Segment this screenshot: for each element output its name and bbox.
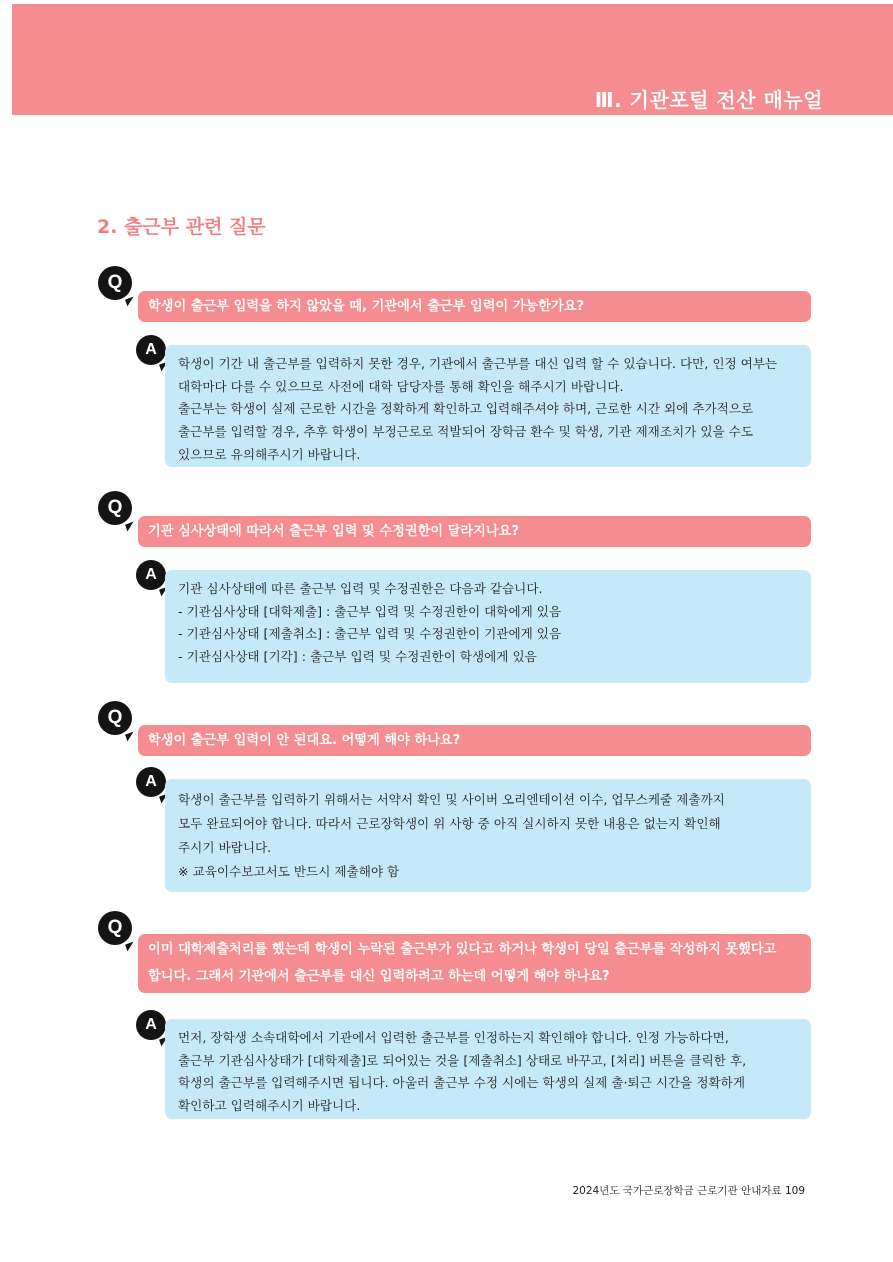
answer-line: 출근부는 학생이 실제 근로한 시간을 정확하게 확인하고 입력해주셔야 하며, 근로한 시간 외에 추가적으로 (178, 401, 754, 417)
answer-line: 학생의 출근부를 입력해주시면 됩니다. 아울러 출근부 수정 시에는 학생의 실제 출·퇴근 시간을 정확하게 (178, 1075, 745, 1091)
answer-line: 대학마다 다를 수 있으므로 사전에 대학 담당자를 통해 확인을 해주시기 바랍니다. (178, 378, 624, 394)
answer-line: ※ 교육이수보고서도 반드시 제출해야 함 (178, 864, 400, 879)
question-3: 학생이 출근부 입력이 안 된대요. 어떻게 해야 하나요? (138, 725, 811, 756)
answer-line: 출근부를 입력할 경우, 추후 학생이 부정근로로 적발되어 장학금 환수 및 학생, 기관 제재조치가 있을 수도 (178, 424, 754, 440)
answer-line: 확인하고 입력해주시기 바랍니다. (178, 1098, 361, 1114)
answer-line: - 기관심사상태 [대학제출] : 출근부 입력 및 수정권한이 대학에게 있음 (178, 603, 562, 619)
answer-line: 학생이 출근부를 입력하기 위해서는 서약서 확인 및 사이버 오리엔테이션 이수, 업무스케줄 제출까지 (178, 792, 725, 807)
q-badge: Q (98, 911, 132, 945)
question-2: 기관 심사상태에 따라서 출근부 입력 및 수정권한이 달라지나요? (138, 516, 811, 547)
answer-line: - 기관심사상태 [제출취소] : 출근부 입력 및 수정권한이 기관에게 있음 (178, 626, 562, 642)
answer-line: 있으므로 유의해주시기 바랍니다. (178, 446, 361, 462)
question-line: 합니다. 그래서 기관에서 출근부를 대신 입력하려고 하는데 어떻게 해야 하나요? (148, 969, 610, 984)
question-4 (138, 934, 811, 993)
q-badge: Q (98, 701, 132, 735)
header-band (12, 4, 893, 115)
page-footer: 2024년도 국가근로장학금 근로기관 안내자료 109 (572, 1185, 805, 1197)
section-title: 2. 출근부 관련 질문 (97, 216, 266, 238)
answer-line: 기관 심사상태에 따른 출근부 입력 및 수정권한은 다음과 같습니다. (178, 581, 543, 596)
answer-line: 학생이 기간 내 출근부를 입력하지 못한 경우, 기관에서 출근부를 대신 입력 할 수 있습니다. 다만, 인정 여부는 (178, 356, 778, 371)
answer-line: 주시기 바랍니다. (178, 840, 272, 855)
answer-2 (165, 570, 811, 683)
q-badge: Q (98, 266, 132, 300)
answer-line: 먼저, 장학생 소속대학에서 기관에서 입력한 출근부를 인정하는지 확인해야 합니다. 인정 가능하다면, (178, 1030, 729, 1045)
a-badge: A (136, 335, 166, 365)
a-badge: A (136, 767, 166, 797)
chapter-title: Ⅲ. 기관포털 전산 매뉴얼 (594, 88, 823, 112)
answer-line: 모두 완료되어야 합니다. 따라서 근로장학생이 위 사항 중 아직 실시하지 못한 내용은 없는지 확인해 (178, 816, 721, 831)
a-badge: A (136, 1010, 166, 1040)
answer-line: - 기관심사상태 [기각] : 출근부 입력 및 수정권한이 학생에게 있음 (178, 649, 537, 665)
answer-3 (165, 779, 811, 892)
answer-line: 출근부 기관심사상태가 [대학제출]로 되어있는 것을 [제출취소] 상태로 바꾸고, [처리] 버튼을 클릭한 후, (178, 1052, 747, 1068)
question-line: 이미 대학제출처리를 했는데 학생이 누락된 출근부가 있다고 하거나 학생이 당일 출근부를 작성하지 못했다고 (148, 942, 777, 957)
question-1: 학생이 출근부 입력을 하지 않았을 때, 기관에서 출근부 입력이 가능한가요? (138, 291, 811, 322)
a-badge: A (136, 560, 166, 590)
answer-1 (165, 345, 811, 467)
q-badge: Q (98, 491, 132, 525)
answer-4 (165, 1019, 811, 1119)
